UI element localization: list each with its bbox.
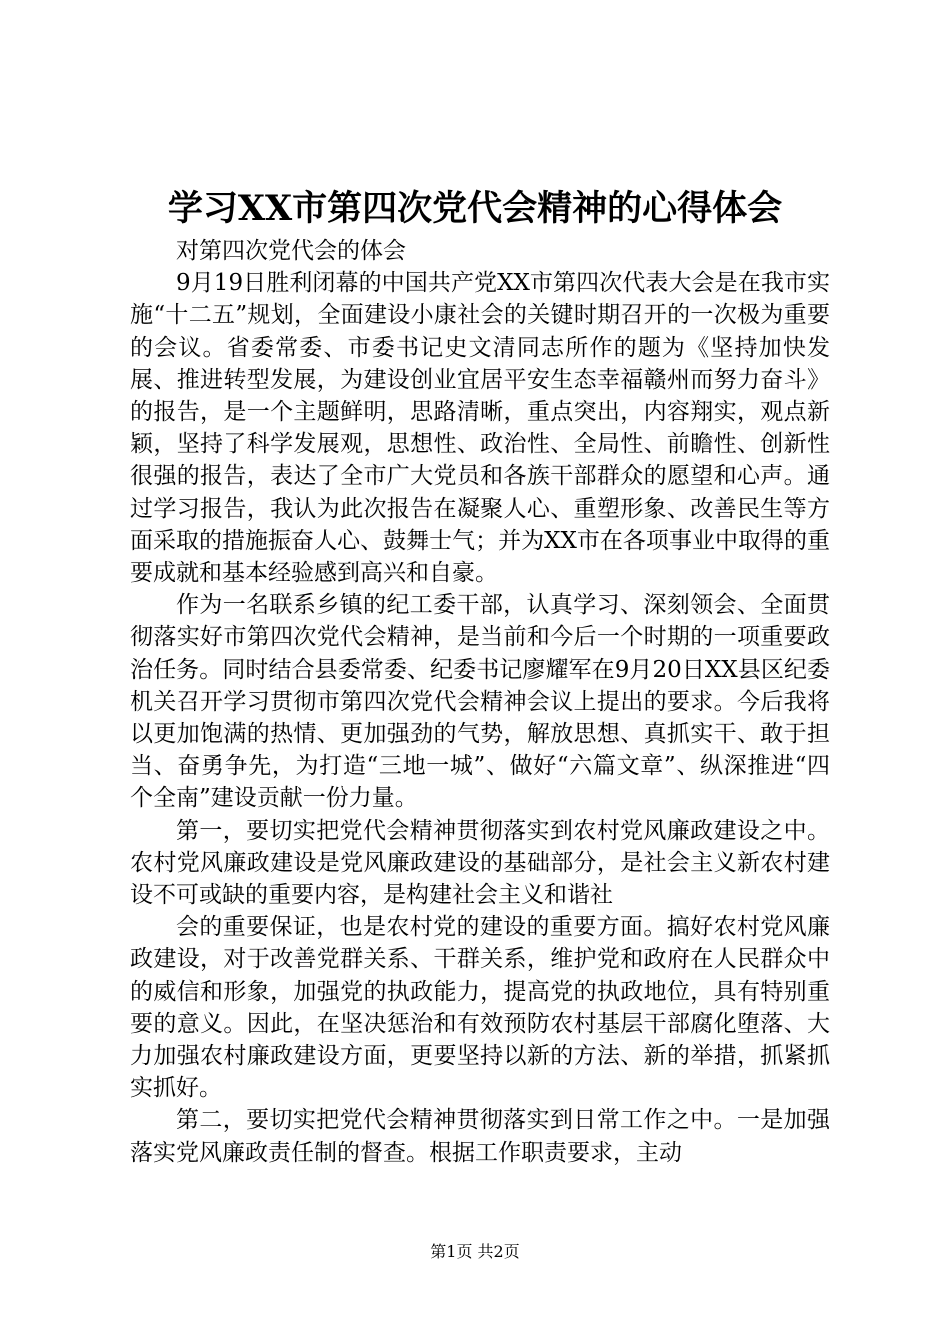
paragraph: 9月19日胜利闭幕的中国共产党XX市第四次代表大会是在我市实施“十二五”规划，全面建设小康社会的关键时期召开的一次极为重要的会议。省委常委、市委书记史文清同志所作的题为《坚持加快发展、推进转型发展，为建设创业宜居平安生态幸福赣州而努力奋斗》的报告，是一个主题鲜明，思路清晰，重点突出，内容翔实，观点新颖，坚持了科学发展观，思想性、政治性、全局性、前瞻性、创新性很强的报告，表达了全市广大党员和各族干部群众的愿望和心声。通过学习报告，我认为此次报告在凝聚人心、重塑形象、改善民生等方面采取的措施振奋人心、鼓舞士气；并为XX市在各项事业中取得的重要成就和基本经验感到高兴和自豪。 <box>130 270 830 587</box>
document-title: 学习XX市第四次党代会精神的心得体会 <box>167 188 783 229</box>
paragraph: 第二，要切实把党代会精神贯彻落实到日常工作之中。一是加强落实党风廉政责任制的督查。根据工作职责要求，主动 <box>130 1107 830 1166</box>
paragraph: 会的重要保证，也是农村党的建设的重要方面。搞好农村党风廉政建设，对于改善党群关系、干群关系，维护党和政府在人民群众中的威信和形象，加强党的执政能力，提高党的执政地位，具有特别重要的意义。因此，在坚决惩治和有效预防农村基层干部腐化堕落、大力加强农村廉政建设方面，更要坚持以新的方法、新的举措，抓紧抓实抓好。 <box>130 914 830 1102</box>
document-body <box>130 235 830 1169</box>
paragraph-subtitle: 对第四次党代会的体会 <box>176 238 406 264</box>
page-footer: 第1页 共2页 <box>430 1242 520 1261</box>
paragraph: 作为一名联系乡镇的纪工委干部，认真学习、深刻领会、全面贯彻落实好市第四次党代会精神，是当前和今后一个时期的一项重要政治任务。同时结合县委常委、纪委书记廖耀军在9月20日XX县区纪委机关召开学习贯彻市第四次党代会精神会议上提出的要求。今后我将以更加饱满的热情、更加强劲的气势，解放思想、真抓实干、敢于担当、奋勇争先，为打造“三地一城”、做好“六篇文章”、纵深推进“四个全南”建设贡献一份力量。 <box>130 592 830 812</box>
paragraph: 第一，要切实把党代会精神贯彻落实到农村党风廉政建设之中。农村党风廉政建设是党风廉政建设的基础部分，是社会主义新农村建设不可或缺的重要内容，是构建社会主义和谐社 <box>130 817 830 909</box>
